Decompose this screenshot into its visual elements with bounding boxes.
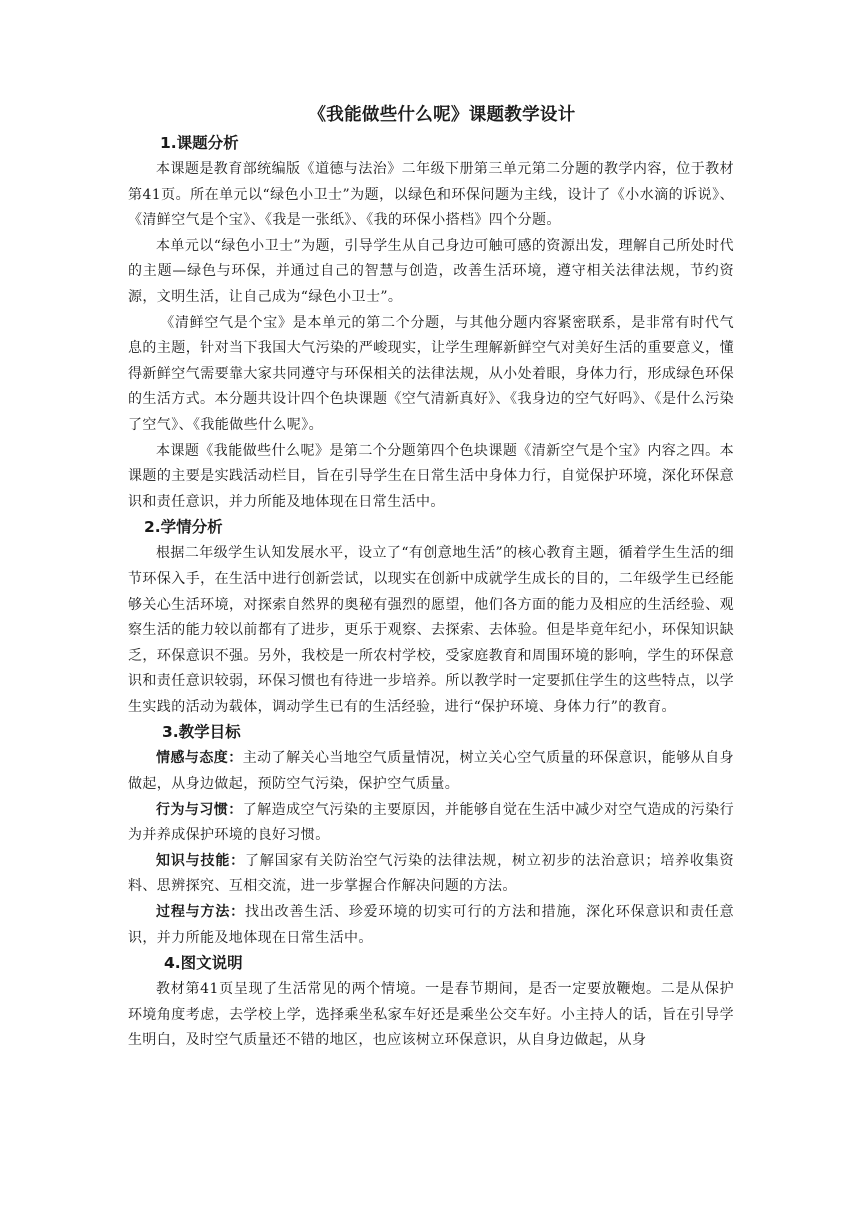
objective-item: [128, 849, 734, 900]
document-title: 《我能做些什么呢》课题教学设计: [308, 105, 576, 125]
objective-item: [128, 900, 734, 951]
objective-text: 找出改善生活、珍爱环境的切实可行的方法和措施，深化环保意识和责任意识，并力所能及地体现在日常生活中。: [128, 904, 735, 946]
objective-label: 行为与习惯：: [156, 801, 243, 818]
objective-item: [128, 746, 734, 797]
section-heading-objectives: 3.教学目标: [162, 723, 241, 742]
objective-label: 情感与态度：: [156, 750, 243, 767]
paragraph: 本课题是教育部统编版《道德与法治》二年级下册第三单元第二分题的教学内容，位于教材第41页。所在单元以“绿色小卫士”为题，以绿色和环保问题为主线，设计了《小水滴的诉说》、《清鲜空气是个宝》、《我是一张纸》、《我的环保小搭档》四个分题。: [128, 161, 734, 229]
section-heading-analysis: 1.课题分析: [160, 134, 239, 152]
objective-text: 了解国家有关防治空气污染的法律法规，树立初步的法治意识；培养收集资料、思辨探究、互相交流，进一步掌握合作解决问题的方法。: [128, 852, 735, 895]
paragraph: 根据二年级学生认知发展水平，设立了“有创意地生活”的核心教育主题，循着学生生活的细节环保入手，在生活中进行创新尝试，以现实在创新中成就学生成长的目的，二年级学生已经能够关心生活环境，对探索自然界的奥秘有强烈的愿望，他们各方面的能力及相应的生活经验、观察生活的能力较以前都有了进步，更乐于观察、去探索、去体验。但是毕竟年纪小，环保知识缺乏，环保意识不强。另外，我校是一所农村学校，受家庭教育和周围环境的影响，学生的环保意识和责任意识较弱，环保习惯也有待进一步培养。所以教学时一定要抓住学生的这些特点，以学生实践的活动为载体，调动学生已有的生活经验，进行“保护环境、身体力行”的教育。: [128, 545, 734, 715]
section-heading-learners: 2.学情分析: [144, 518, 223, 537]
objective-text: 了解造成空气污染的主要原因，并能够自觉在生活中减少对空气造成的污染行为并养成保护环境的良好习惯。: [128, 801, 734, 844]
paragraph: 《清鲜空气是个宝》是本单元的第二个分题，与其他分题内容紧密联系，是非常有时代气息的主题，针对当下我国大气污染的严峻现实，让学生理解新鲜空气对美好生活的重要意义，懂得新鲜空气需要靠大家共同遵守与环保相关的法律法规，从小处着眼，身体力行，形成绿色环保的生活方式。本分题共设计四个色块课题《空气清新真好》、《我身边的空气好吗》、《是什么污染了空气》、《我能做些什么呢》。: [128, 314, 734, 433]
paragraph: 本单元以“绿色小卫士”为题，引导学生从自己身边可触可感的资源出发，理解自己所处时代的主题—绿色与环保，并通过自己的智慧与创造，改善生活环境，遵守相关法律法规，节约资源，文明生活，让自己成为“绿色小卫士”。: [128, 237, 734, 305]
objective-label: 过程与方法：: [156, 904, 245, 921]
objective-label: 知识与技能：: [156, 852, 245, 869]
paragraph: 本课题《我能做些什么呢》是第二个分题第四个色块课题《清新空气是个宝》内容之四。本课题的主要是实践活动栏目，旨在引导学生在日常生活中身体力行，自觉保护环境，深化环保意识和责任意识，并力所能及地体现在日常生活中。: [128, 442, 734, 510]
document-body: [128, 104, 734, 1054]
paragraph: 教材第41页呈现了生活常见的两个情境。一是春节期间，是否一定要放鞭炮。二是从保护环境角度考虑，去学校上学，选择乘坐私家车好还是乘坐公交车好。小主持人的话，旨在引导学生明白，及时空气质量还不错的地区，也应该树立环保意识，从自身边做起，从身: [128, 981, 734, 1049]
objective-item: [128, 798, 734, 849]
section-heading-illustration: 4.图文说明: [164, 954, 243, 973]
objective-text: 主动了解关心当地空气质量情况，树立关心空气质量的环保意识，能够从自身做起，从身边做起，预防空气污染，保护空气质量。: [128, 750, 734, 793]
